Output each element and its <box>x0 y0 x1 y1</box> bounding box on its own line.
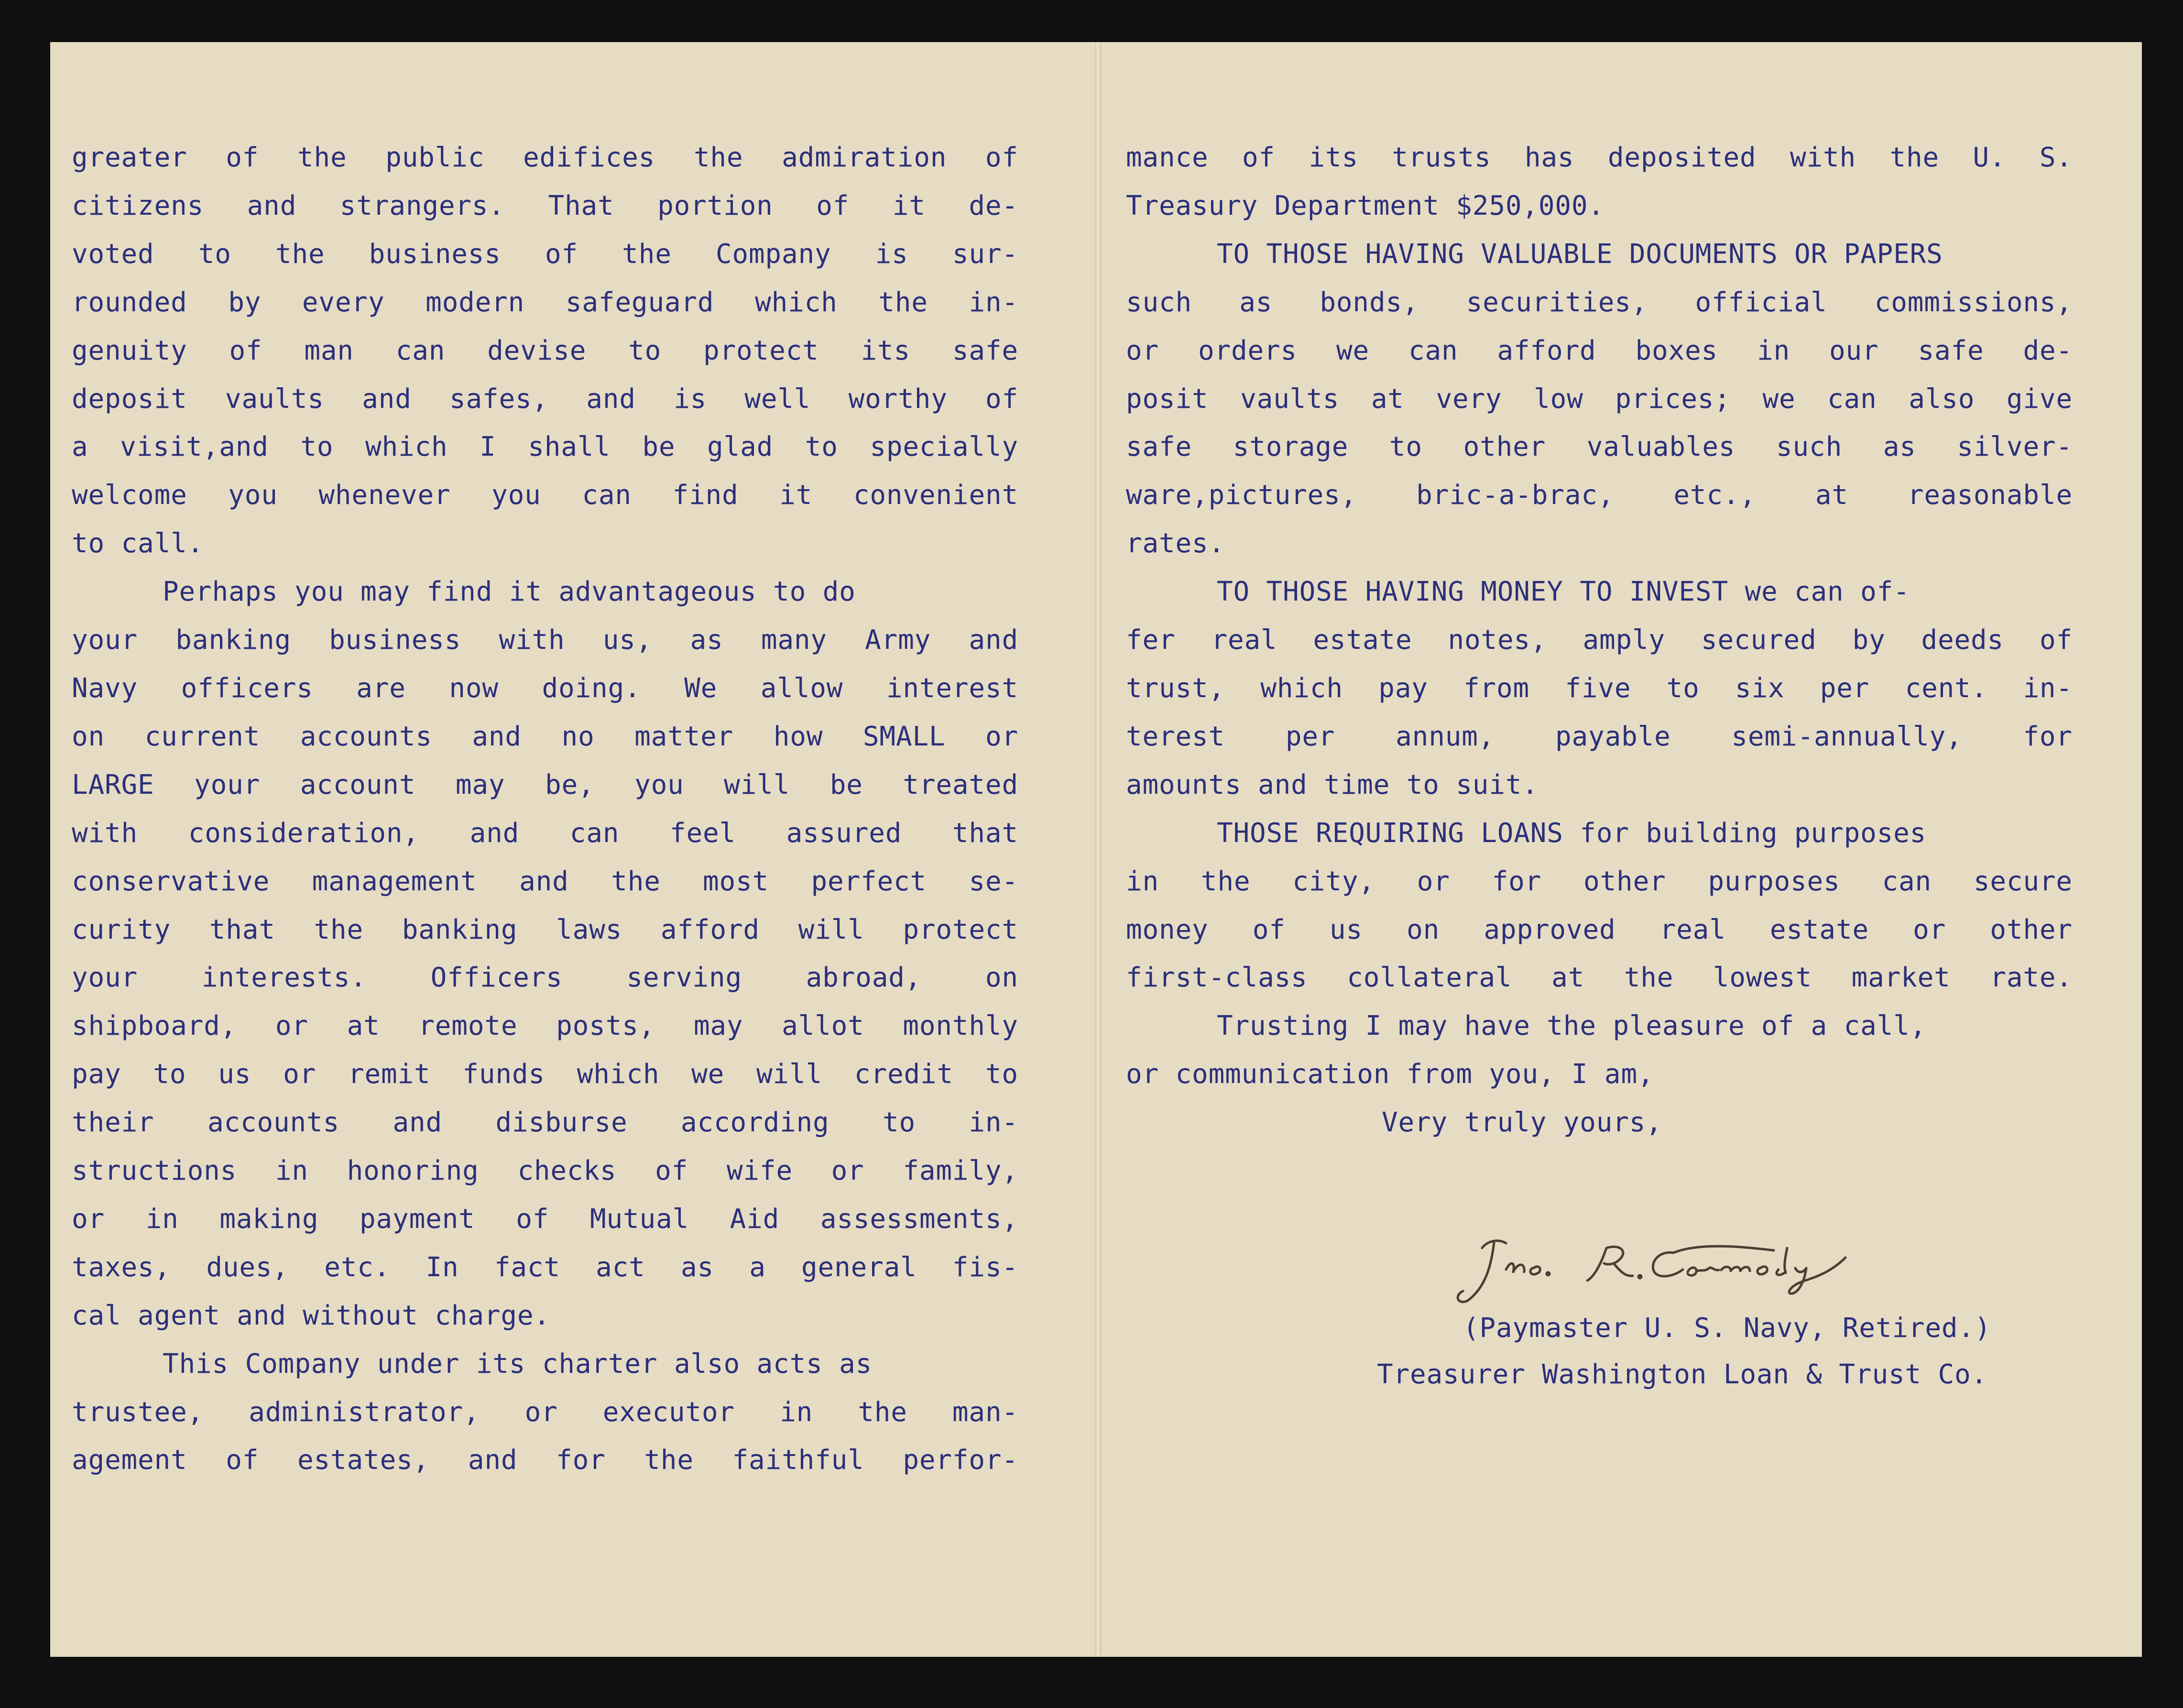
paragraph-start-line: Trusting I may have the pleasure of a call, <box>1217 1010 1927 1042</box>
text-line: your banking business with us, as many Army and <box>72 624 1018 656</box>
text-line: welcome you whenever you can find it convenient <box>72 480 1018 511</box>
right-page <box>1126 134 2073 1147</box>
text-line: pay to us or remit funds which we will credit to <box>72 1059 1018 1090</box>
handwritten-signature <box>1449 1224 2022 1305</box>
text-line: LARGE your account may be, you will be treated <box>72 769 1018 800</box>
text-line: voted to the business of the Company is sur- <box>72 238 1018 270</box>
paragraph-start-line: This Company under its charter also acts as <box>163 1348 873 1380</box>
text-line: taxes, dues, etc. In fact act as a general fis- <box>72 1251 1018 1283</box>
text-line: their accounts and disburse according to in- <box>72 1107 1018 1139</box>
text-line: structions in honoring checks of wife or family, <box>72 1155 1018 1187</box>
text-line: greater of the public edifices the admiration of <box>72 142 1018 173</box>
text-line: fer real estate notes, amply secured by deeds of <box>1126 624 2073 656</box>
text-line: amounts and time to suit. <box>1126 769 1539 800</box>
text-line: in the city, or for other purposes can secure <box>1126 865 2073 897</box>
text-line: such as bonds, securities, official commissions, <box>1126 286 2073 318</box>
text-line: Treasury Department $250,000. <box>1126 190 1605 221</box>
paragraph-start-line: THOSE REQUIRING LOANS for building purposes <box>1217 817 1927 849</box>
text-line: first-class collateral at the lowest market rate. <box>1126 962 2073 994</box>
paragraph-start-line: TO THOSE HAVING VALUABLE DOCUMENTS OR PAPERS <box>1217 238 1943 270</box>
text-line: or in making payment of Mutual Aid assessments, <box>72 1203 1018 1235</box>
text-line: mance of its trusts has deposited with the U. S. <box>1126 142 2073 173</box>
text-line: your interests. Officers serving abroad, on <box>72 962 1018 994</box>
text-line: money of us on approved real estate or other <box>1126 914 2073 945</box>
text-line: trust, which pay from five to six per cent. in- <box>1126 672 2073 704</box>
text-line: safe storage to other valuables such as silver- <box>1126 431 2073 463</box>
signer-position: Treasurer Washington Loan & Trust Co. <box>1377 1359 1988 1390</box>
center-fold <box>1095 42 1102 1657</box>
text-line: rates. <box>1126 528 1225 559</box>
paragraph-start-line: TO THOSE HAVING MONEY TO INVEST we can of- <box>1217 576 1910 608</box>
text-line: or communication from you, I am, <box>1126 1059 1654 1090</box>
text-line: shipboard, or at remote posts, may allot monthly <box>72 1010 1018 1042</box>
text-line: to call. <box>72 528 204 559</box>
text-line: on current accounts and no matter how SMALL or <box>72 721 1018 752</box>
text-line: terest per annum, payable semi-annually, for <box>1126 721 2073 752</box>
left-page <box>72 134 1018 1485</box>
text-line: posit vaults at very low prices; we can also give <box>1126 383 2073 415</box>
signer-title: (Paymaster U. S. Navy, Retired.) <box>1463 1313 1991 1344</box>
text-line: trustee, administrator, or executor in the man- <box>72 1396 1018 1428</box>
text-line: curity that the banking laws afford will protect <box>72 914 1018 945</box>
text-line: cal agent and without charge. <box>72 1300 550 1331</box>
text-line: deposit vaults and safes, and is well worthy of <box>72 383 1018 415</box>
text-line: citizens and strangers. That portion of it de- <box>72 190 1018 221</box>
text-line: rounded by every modern safeguard which the in- <box>72 286 1018 318</box>
paragraph-start-line: Perhaps you may find it advantageous to do <box>163 576 856 608</box>
text-line: with consideration, and can feel assured that <box>72 817 1018 849</box>
text-line: or orders we can afford boxes in our safe de- <box>1126 335 2073 366</box>
text-line: ware,pictures, bric-a-brac, etc., at reasonable <box>1126 480 2073 511</box>
text-line: genuity of man can devise to protect its safe <box>72 335 1018 366</box>
text-line: agement of estates, and for the faithful perfor- <box>72 1445 1018 1476</box>
complimentary-close: Very truly yours, <box>1382 1107 1662 1139</box>
text-line: Navy officers are now doing. We allow interest <box>72 672 1018 704</box>
text-line: conservative management and the most perfect se- <box>72 865 1018 897</box>
text-line: a visit,and to which I shall be glad to specially <box>72 431 1018 463</box>
